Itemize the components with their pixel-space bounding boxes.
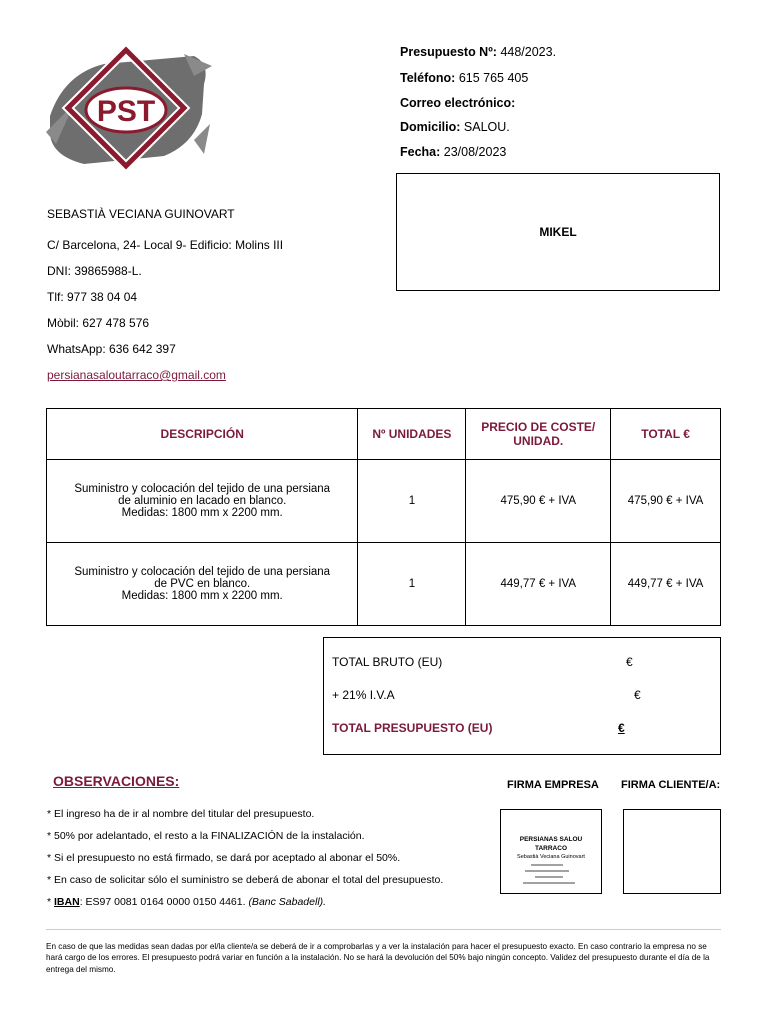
table-header-row bbox=[47, 409, 721, 460]
vat-value: € bbox=[634, 688, 641, 702]
col-header-total: TOTAL € bbox=[611, 409, 721, 460]
row-units: 1 bbox=[358, 543, 466, 626]
company-logo bbox=[44, 44, 212, 174]
budget-total-value: € bbox=[618, 721, 625, 735]
row-total: 449,77 € + IVA bbox=[611, 543, 721, 626]
col-header-units: Nº UNIDADES bbox=[358, 409, 466, 460]
row-description: Suministro y colocación del tejido de una persiana de aluminio en lacado en blanco. Medidas: 1800 mm x 2200 mm. bbox=[47, 460, 358, 543]
footer-divider bbox=[46, 929, 721, 930]
logo-text: PST bbox=[96, 95, 156, 128]
observation-line: * El ingreso ha de ir al nombre del titular del presupuesto. bbox=[47, 808, 315, 820]
col-header-description: DESCRIPCIÓN bbox=[47, 409, 358, 460]
vat-label: + 21% I.V.A bbox=[332, 688, 395, 702]
company-whatsapp: WhatsApp: 636 642 397 bbox=[47, 342, 176, 356]
iban-bank: (Banc Sabadell). bbox=[248, 896, 327, 908]
client-name: MIKEL bbox=[539, 225, 577, 239]
iban-line: * IBAN: ES97 0081 0164 0000 0150 4461. (Banc Sabadell). bbox=[47, 896, 327, 908]
header-date: Fecha: 23/08/2023 bbox=[400, 145, 507, 159]
company-name: SEBASTIÀ VECIANA GUINOVART bbox=[47, 207, 235, 221]
header-address: Domicilio: SALOU. bbox=[400, 120, 510, 134]
row-unit-price: 449,77 € + IVA bbox=[466, 543, 611, 626]
row-description: Suministro y colocación del tejido de una persiana de PVC en blanco. Medidas: 1800 mm x 2200 mm. bbox=[47, 543, 358, 626]
gross-total-value: € bbox=[626, 655, 633, 669]
company-mobile: Mòbil: 627 478 576 bbox=[47, 316, 150, 330]
company-email-link[interactable]: persianasaloutarraco@gmail.com bbox=[47, 368, 226, 382]
company-signature-label: FIRMA EMPRESA bbox=[507, 779, 599, 791]
budget-total-label: TOTAL PRESUPUESTO (EU) bbox=[332, 721, 493, 735]
stamp-small-print bbox=[505, 861, 597, 887]
table-row bbox=[47, 460, 721, 543]
iban-value: : ES97 0081 0164 0000 0150 4461. bbox=[79, 896, 246, 908]
company-stamp: PERSIANAS SALOU TARRACO Sebastià Veciana Guinovart bbox=[505, 836, 597, 890]
table-row bbox=[47, 543, 721, 626]
company-signature-box bbox=[500, 809, 602, 894]
row-unit-price: 475,90 € + IVA bbox=[466, 460, 611, 543]
company-tlf: Tlf: 977 38 04 04 bbox=[47, 290, 138, 304]
gross-total-label: TOTAL BRUTO (EU) bbox=[332, 655, 443, 669]
header-email: Correo electrónico: bbox=[400, 96, 516, 110]
company-dni: DNI: 39865988-L. bbox=[47, 264, 142, 278]
budget-number: Presupuesto Nº: 448/2023. bbox=[400, 45, 557, 59]
client-box bbox=[396, 173, 720, 291]
logo-graphic bbox=[44, 44, 212, 174]
observations-title: OBSERVACIONES: bbox=[53, 773, 180, 789]
row-units: 1 bbox=[358, 460, 466, 543]
iban-label: IBAN bbox=[54, 896, 80, 908]
observation-line: * En caso de solicitar sólo el suministro se deberá de abonar el total del presupuesto. bbox=[47, 874, 444, 886]
client-signature-label: FIRMA CLIENTE/A: bbox=[621, 779, 721, 791]
totals-box bbox=[323, 637, 721, 755]
observation-line: * 50% por adelantado, el resto a la FINALIZACIÓN de la instalación. bbox=[47, 830, 365, 842]
company-street: C/ Barcelona, 24- Local 9- Edificio: Molins III bbox=[47, 238, 284, 252]
header-phone: Teléfono: 615 765 405 bbox=[400, 71, 529, 85]
observation-line: * Si el presupuesto no está firmado, se dará por aceptado al abonar el 50%. bbox=[47, 852, 401, 864]
col-header-unit-price: PRECIO DE COSTE/ UNIDAD. bbox=[466, 409, 611, 460]
footer-note: En caso de que las medidas sean dadas por el/la cliente/a se deberá de ir a comprobarlas y a ver la instalación para hacer el presupuesto exacto. En caso contrario la empresa no se hará cargo de los errores. El presupuesto podrá variar en función a la instalación. No se hará la devolución del 50% bajo ningún concepto. Validez del presupuesto durante el día de la entrega del mismo. bbox=[46, 942, 710, 974]
client-signature-box[interactable] bbox=[623, 809, 721, 894]
row-total: 475,90 € + IVA bbox=[611, 460, 721, 543]
items-table bbox=[46, 408, 721, 626]
